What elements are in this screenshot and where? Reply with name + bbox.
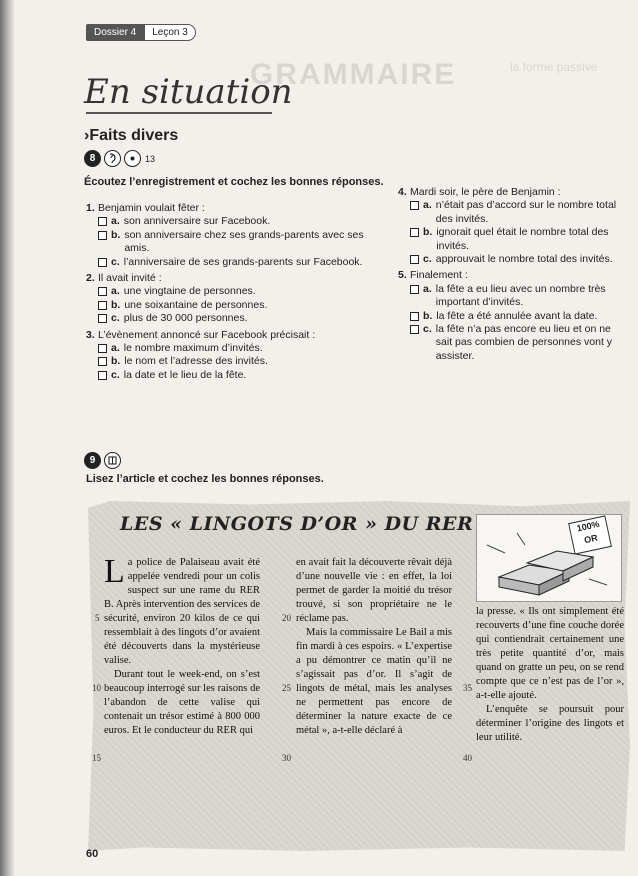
question-stem — [86, 202, 386, 215]
option-letter: b. — [111, 355, 121, 368]
option-letter: a. — [423, 199, 432, 212]
answer-option — [86, 229, 386, 256]
answer-option — [398, 253, 630, 266]
question-stem — [398, 186, 630, 199]
answer-checkbox[interactable] — [98, 217, 107, 226]
answer-checkbox[interactable] — [98, 258, 107, 267]
activity-8-icons — [84, 150, 155, 167]
question-stem — [86, 329, 386, 342]
option-text: l’anniversaire de ses grands-parents sur Facebook. — [123, 255, 363, 268]
question-text: Finalement : — [410, 269, 468, 282]
option-letter: a. — [111, 285, 120, 298]
article-column-1 — [104, 553, 260, 738]
audio-track-number: 13 — [145, 153, 156, 164]
answer-checkbox[interactable] — [98, 301, 107, 310]
background-passive-text: la forme passive — [510, 60, 598, 74]
answer-checkbox[interactable] — [410, 312, 419, 321]
option-letter: c. — [111, 368, 120, 381]
option-text: approuvait le nombre total des invités. — [435, 253, 613, 266]
answer-option — [398, 199, 630, 226]
activity-number-badge: 9 — [84, 452, 101, 469]
gold-ingots-illustration — [476, 514, 622, 602]
title-underline — [86, 112, 272, 114]
option-text: son anniversaire sur Facebook. — [123, 215, 271, 228]
line-number: 5 — [95, 613, 100, 623]
instruction-9: Lisez l’article et cochez les bonnes réponses. — [86, 473, 324, 485]
book-icon — [104, 452, 121, 469]
question — [398, 269, 630, 363]
option-text: la fête a eu lieu avec un nombre très important d’invités. — [435, 282, 606, 309]
article-dropcap: L — [104, 553, 125, 590]
question — [86, 202, 386, 269]
answer-checkbox[interactable] — [98, 231, 107, 240]
line-number: 25 — [282, 683, 291, 693]
line-number: 10 — [92, 683, 101, 693]
article-paragraph: la presse. « Ils ont simplement été recouverts d’une fine couche dorée qui contiendrait certainement une très petite quantité d’or, mais quand on gratte un peu, on se rend compte que ce n’est pas de l’or », a-t-elle ajouté. — [476, 606, 624, 701]
question-text: Benjamin voulait fêter : — [98, 202, 205, 214]
section-title: En situation — [84, 72, 293, 112]
answer-checkbox[interactable] — [98, 371, 107, 380]
option-letter: b. — [111, 298, 121, 311]
question-stem — [86, 272, 386, 285]
option-text: le nombre maximum d’invités. — [123, 342, 263, 355]
question-stem — [398, 269, 630, 282]
question-number: 2. — [86, 272, 95, 285]
answer-option — [86, 285, 386, 298]
question — [86, 272, 386, 326]
option-text: ignorait quel était le nombre total des invités. — [436, 226, 609, 252]
lecon-tag: Leçon 3 — [144, 24, 196, 41]
answer-checkbox[interactable] — [410, 228, 419, 237]
listen-icon — [104, 150, 121, 167]
option-text: une vingtaine de personnes. — [123, 285, 256, 298]
questions-right-column — [398, 186, 630, 366]
option-letter: c. — [423, 253, 432, 266]
option-letter: b. — [423, 309, 433, 322]
option-letter: c. — [423, 323, 432, 336]
article-paragraph: Mais la commissaire Le Bail a mis fin mardi à ces espoirs. « L’expertise a pu démontrer ce matin qu’il ne s’agissait pas d’or. Il s’agit de lingots de métal, mais les analyses ne permettent pas encore de déterminer la nature exacte de ce métal », a-t-elle déclaré à — [296, 627, 452, 736]
answer-option — [398, 323, 630, 363]
page-number: 60 — [86, 848, 99, 860]
hundred-percent-badge: 100% OR — [568, 515, 612, 554]
page-binding-shadow — [0, 0, 14, 876]
option-letter: c. — [111, 312, 120, 325]
line-number: 30 — [282, 753, 291, 763]
option-text: plus de 30 000 personnes. — [123, 312, 248, 325]
line-number: 35 — [463, 683, 472, 693]
answer-option — [86, 355, 386, 368]
question — [86, 329, 386, 383]
answer-option — [86, 299, 386, 312]
article-paragraph: Durant tout le week-end, on s’est beaucoup interrogé sur les raisons de l’abandon de cette valise qui contenait un trésor estimé à 800 000 euros. Et le conducteur du RER qui — [104, 669, 260, 736]
question-number: 3. — [86, 328, 95, 341]
article-paragraph: L’enquête se poursuit pour déterminer l’origine des lingots et leur utilité. — [476, 704, 624, 743]
option-letter: a. — [423, 282, 432, 295]
answer-checkbox[interactable] — [98, 344, 107, 353]
dossier-tag: Dossier 4 — [86, 24, 144, 41]
line-number: 20 — [282, 613, 291, 623]
questions-left-column — [86, 202, 386, 385]
answer-option — [86, 256, 386, 269]
option-letter: a. — [111, 215, 120, 228]
instruction-8: Écoutez l’enregistrement et cochez les bonnes réponses. — [84, 176, 384, 188]
option-text: la fête n’a pas encore eu lieu et on ne sait pas combien de personnes vont y assister. — [435, 323, 613, 362]
answer-option — [398, 283, 630, 310]
option-letter: a. — [111, 342, 120, 355]
option-letter: b. — [111, 228, 121, 241]
option-text: la fête a été annulée avant la date. — [436, 309, 598, 322]
line-number: 40 — [463, 753, 472, 763]
question-number: 5. — [398, 269, 407, 282]
option-text: une soixantaine de personnes. — [124, 298, 268, 311]
subsection-title: ›Faits divers — [84, 127, 179, 144]
activity-9-icons — [84, 452, 121, 469]
article-paragraph: a police de Palaiseau avait été appelée vendredi pour un colis suspect sur une rame du RER B. Après intervention des services de sécurité, environ 20 kilos de ce qui ressemblait à des lingots d’or avaient été découverts dans la mystérieuse valise. — [104, 557, 260, 666]
question — [398, 186, 630, 266]
article-title: LES « LINGOTS D’OR » DU RER — [120, 513, 474, 535]
answer-checkbox[interactable] — [410, 255, 419, 264]
article-column-2 — [296, 556, 452, 738]
answer-option — [86, 342, 386, 355]
line-number: 15 — [92, 753, 101, 763]
answer-option — [398, 226, 630, 253]
option-text: son anniversaire chez ses grands-parents avec ses amis. — [124, 228, 364, 255]
answer-checkbox[interactable] — [98, 314, 107, 323]
answer-checkbox[interactable] — [410, 285, 419, 294]
answer-option — [86, 369, 386, 382]
lesson-header — [86, 24, 196, 41]
question-text: L’évènement annoncé sur Facebook précisait : — [98, 328, 316, 341]
question-number: 4. — [398, 186, 407, 198]
answer-option — [86, 215, 386, 228]
option-text: le nom et l’adresse des invités. — [124, 355, 268, 368]
answer-option — [398, 310, 630, 323]
answer-checkbox[interactable] — [98, 357, 107, 366]
answer-checkbox[interactable] — [98, 287, 107, 296]
option-text: n’était pas d’accord sur le nombre total des invités. — [435, 199, 617, 225]
question-number: 1. — [86, 202, 95, 214]
question-text: Il avait invité : — [98, 272, 162, 285]
activity-number-badge: 8 — [84, 150, 101, 167]
option-letter: c. — [111, 255, 120, 268]
answer-option — [86, 312, 386, 325]
option-letter: b. — [423, 226, 433, 239]
background-grammaire-text: GRAMMAIRE — [250, 58, 457, 91]
audio-icon — [124, 150, 141, 167]
article-paragraph: en avait fait la découverte rêvait déjà d’une nouvelle vie : en effet, la loi permet de garder la moitié du trésor trouvé, si son propriétaire ne le réclame pas. — [296, 557, 452, 624]
article-column-3 — [476, 605, 624, 745]
question-text: Mardi soir, le père de Benjamin : — [410, 186, 561, 198]
answer-checkbox[interactable] — [410, 325, 419, 334]
option-text: la date et le lieu de la fête. — [123, 368, 247, 381]
answer-checkbox[interactable] — [410, 201, 419, 210]
